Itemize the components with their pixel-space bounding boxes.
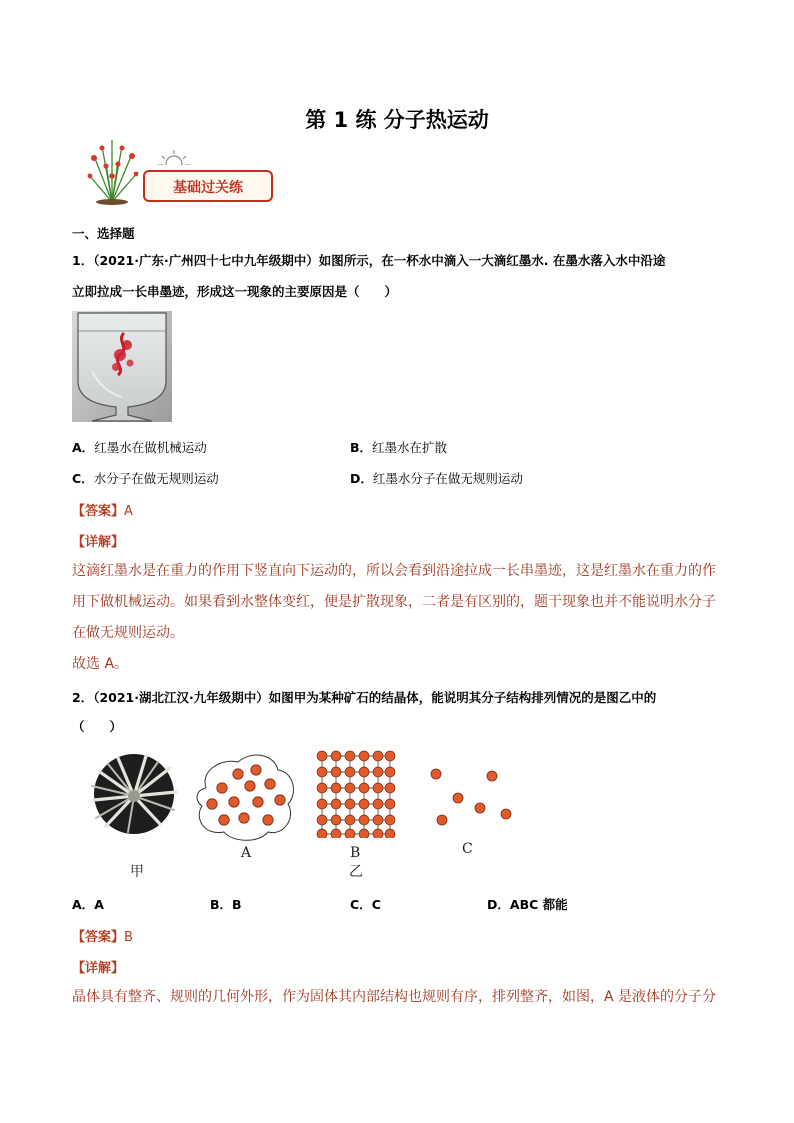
caption-yi: 乙 — [349, 864, 363, 880]
q1-ink-glass-photo — [72, 311, 172, 422]
q1-option-c[interactable]: C．水分子在做无规则运动 — [72, 471, 219, 486]
q1-stem-line1: 1．（2021·广东·广州四十七中九年级期中）如图所示，在一杯水中滴入一大滴红墨水. 在墨水落入水中沿途 — [72, 253, 666, 268]
q2-detail-label: 【详解】 — [72, 961, 125, 976]
plant-illustration — [84, 136, 142, 206]
q2-option-b[interactable]: B．B — [210, 897, 242, 912]
caption-a: A — [241, 845, 252, 861]
caption-b: B — [350, 845, 361, 861]
caption-jia: 甲 — [130, 864, 144, 880]
molecule-diagram-c — [424, 764, 520, 830]
q1-answer: 【答案】A — [72, 504, 133, 519]
q1-option-a[interactable]: A．红墨水在做机械运动 — [72, 440, 207, 455]
crystal-photo — [88, 752, 180, 836]
molecule-diagram-b — [314, 746, 398, 838]
molecule-diagram-a — [192, 748, 300, 842]
section-heading: 一、选择题 — [72, 226, 135, 241]
q2-answer: 【答案】B — [72, 930, 133, 945]
caption-c: C — [462, 841, 473, 857]
q2-option-a[interactable]: A．A — [72, 897, 104, 912]
q1-detail-label: 【详解】 — [72, 535, 125, 550]
q1-stem-line2: 立即拉成一长串墨迹，形成这一现象的主要原因是（ ） — [72, 284, 398, 299]
q2-explanation: 晶体具有整齐、规则的几何外形，作为固体其内部结构也规则有序，排列整齐，如图，A 是液体的分子分 — [72, 989, 717, 1005]
sun-cloud-icon — [156, 148, 192, 172]
q2-option-c[interactable]: C．C — [350, 897, 381, 912]
q1-option-b[interactable]: B．红墨水在扩散 — [350, 440, 448, 455]
q2-stem-line1: 2．（2021·湖北江汉·九年级期中）如图甲为某种矿石的结晶体，能说明其分子结构排列情况的是图乙中的 — [72, 690, 657, 705]
q1-option-d[interactable]: D．红墨水分子在做无规则运动 — [350, 471, 523, 486]
badge-label: 基础过关练 — [173, 180, 243, 196]
q2-stem-line2: （ ） — [72, 719, 123, 734]
q2-option-d[interactable]: D．ABC 都能 — [487, 897, 568, 912]
section-badge — [143, 170, 273, 202]
page-title: 第 1 练 分子热运动 — [305, 108, 489, 132]
q1-explanation: 这滴红墨水是在重力的作用下竖直向下运动的，所以会看到沿途拉成一长串墨迹，这是红墨水在重力的作 用下做机械运动。如果看到水整体变红，便是扩散现象，二者是有区别的，题干现象也并不能说明水分子 在做无规则运动。 故选 A。 — [72, 563, 716, 672]
